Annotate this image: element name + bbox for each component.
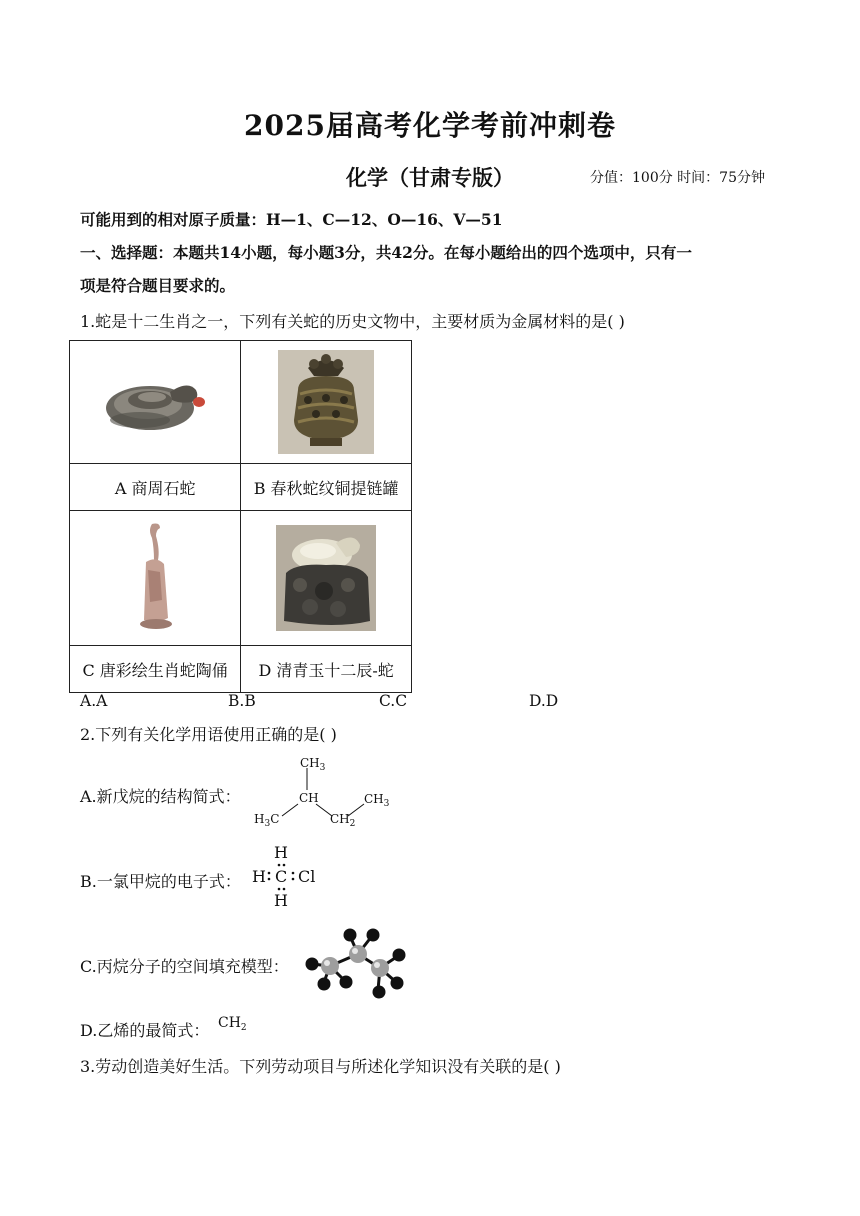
formula-ch: CH — [218, 1015, 241, 1031]
cell-c-image — [70, 511, 241, 646]
cell-b-image — [241, 341, 412, 464]
ch2-sub: 2 — [349, 819, 356, 829]
cell-a-caption: A 商周石蛇 — [70, 464, 241, 511]
question-2-option-a: A.新戊烷的结构简式： — [80, 787, 241, 806]
option-b: B.B — [228, 692, 256, 710]
electron-h-left: H — [252, 867, 266, 886]
ch3-top-sub: 3 — [319, 763, 326, 773]
question-2-option-b: B.一氯甲烷的电子式： — [80, 872, 241, 891]
chloromethane-electron-formula — [250, 843, 330, 911]
section-instruction-line1: 一、选择题：本题共14小题，每小题3分，共42分。在每小题给出的四个选项中，只有一 — [80, 243, 692, 262]
neopentane-structure-diagram — [250, 754, 400, 830]
formula-sub: 2 — [240, 1023, 247, 1033]
electron-c: C — [275, 867, 288, 886]
coiled-stone-snake-icon — [100, 362, 210, 442]
question-1-stem: 1.蛇是十二生肖之一，下列有关蛇的历史文物中，主要材质为金属材料的是( ) — [80, 312, 625, 331]
pottery-figurine-icon — [130, 520, 180, 636]
electron-dots — [250, 843, 330, 911]
question-2-option-d: D.乙烯的最简式： — [80, 1021, 210, 1040]
cell-a-image — [70, 341, 241, 464]
bronze-jar-icon — [278, 350, 374, 454]
electron-h-bottom: H — [274, 891, 288, 910]
h3c-sub: 3 — [264, 819, 271, 829]
page-subtitle: 化学（甘肃专版） — [346, 165, 514, 190]
question-2-stem: 2.下列有关化学用语使用正确的是( ) — [80, 725, 337, 744]
propane-model-icon — [300, 924, 412, 1000]
electron-cl: Cl — [298, 867, 316, 886]
ch3-right-label: CH — [364, 792, 384, 806]
exam-meta: 分值：100分 时间：75分钟 — [590, 170, 765, 186]
atomic-masses: 可能用到的相对原子质量：H—1、C—12、O—16、V—51 — [80, 210, 503, 229]
question-3-stem: 3.劳动创造美好生活。下列劳动项目与所述化学知识没有关联的是( ) — [80, 1057, 561, 1076]
question-2-option-c: C.丙烷分子的空间填充模型： — [80, 957, 289, 976]
electron-h-top: H — [274, 843, 288, 862]
option-a: A.A — [80, 692, 108, 710]
option-c: C.C — [379, 692, 408, 710]
ch3-top-label: CH — [300, 756, 320, 770]
ch-label: CH — [299, 791, 319, 805]
ch3-right-sub: 3 — [383, 799, 390, 809]
jade-snake-icon — [276, 525, 376, 631]
option-d: D.D — [529, 692, 559, 710]
cell-d-caption: D 清青玉十二辰-蛇 — [241, 646, 412, 693]
h3c-h: H — [254, 812, 265, 826]
h3c-c: C — [270, 812, 280, 826]
question-1-table — [69, 340, 412, 693]
ch2-label: CH — [330, 812, 350, 826]
section-instruction-line2: 项是符合题目要求的。 — [80, 276, 236, 295]
cell-b-caption: B 春秋蛇纹铜提链罐 — [241, 464, 412, 511]
cell-c-caption: C 唐彩绘生肖蛇陶俑 — [70, 646, 241, 693]
cell-d-image — [241, 511, 412, 646]
page-title: 2025届高考化学考前冲刺卷 — [244, 109, 616, 142]
ethylene-empirical-formula — [218, 1015, 247, 1033]
